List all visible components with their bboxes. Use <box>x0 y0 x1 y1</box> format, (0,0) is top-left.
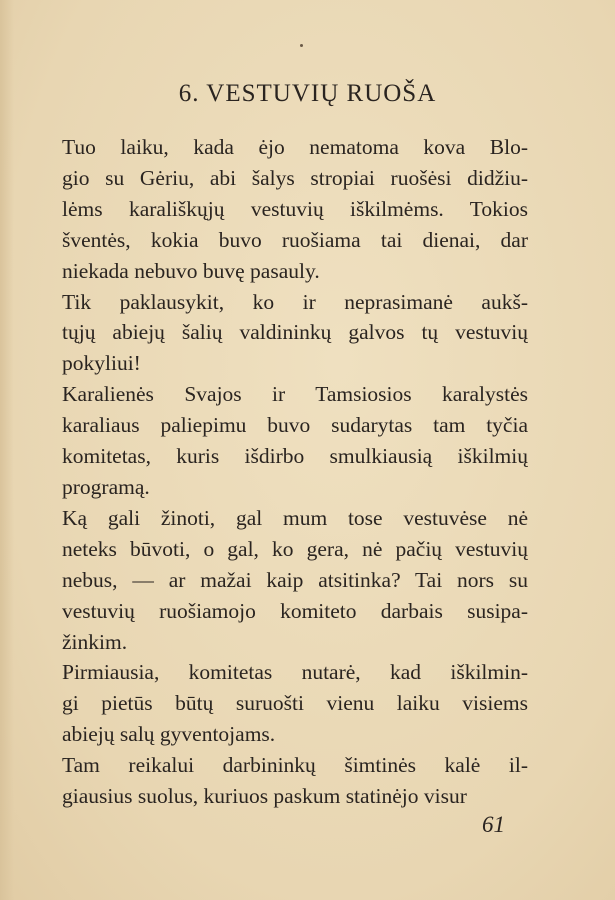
text-line: komitetas, kuris išdirbo smulkiausią iškilmių <box>62 444 528 469</box>
print-speck <box>300 44 303 47</box>
text-line: gi pietūs būtų suruošti vienu laiku visiems <box>62 691 528 716</box>
page-spine-shadow <box>0 0 14 900</box>
text-line: pokyliui! <box>62 351 141 376</box>
text-line: Tam reikalui darbininkų šimtinės kalė il- <box>62 753 528 778</box>
text-line: žinkim. <box>62 629 128 654</box>
paragraph <box>62 657 528 750</box>
text-line: giausius suolus, kuriuos paskum statinėjo visur <box>62 784 467 809</box>
text-line: Tik paklausykit, ko ir neprasimanė aukš- <box>62 289 528 314</box>
text-line: neteks būvoti, o gal, ko gera, nė pačių vestuvių <box>62 536 528 561</box>
text-line: nebus, — ar mažai kaip atsitinka? Tai nors su <box>62 567 528 592</box>
paragraph <box>62 750 528 812</box>
body-text <box>62 132 528 812</box>
text-line: Pirmiausia, komitetas nutarė, kad iškilmin- <box>62 660 528 685</box>
paragraph <box>62 503 528 658</box>
text-line: lėms karališkųjų vestuvių iškilmėms. Tokios <box>62 196 528 221</box>
text-line: Tuo laiku, kada ėjo nematoma kova Blo- <box>62 135 528 159</box>
text-line: abiejų salų gyventojams. <box>62 722 276 747</box>
text-line: karaliaus paliepimu buvo sudarytas tam tyčia <box>62 413 528 438</box>
chapter-number: 6. <box>178 80 200 107</box>
chapter-heading <box>0 80 615 108</box>
text-line: Karalienės Svajos ir Tamsiosios karalystės <box>62 382 528 407</box>
text-line: gio su Gėriu, abi šalys stropiai ruošėsi didžiu- <box>62 165 528 190</box>
paragraph <box>62 287 528 380</box>
paragraph <box>62 379 528 503</box>
text-line: vestuvių ruošiamojo komiteto darbais susipa- <box>62 598 528 623</box>
text-line: niekada nebuvo buvę pasauly. <box>62 258 320 283</box>
text-line: Ką gali žinoti, gal mum tose vestuvėse nė <box>62 505 528 530</box>
text-line: programą. <box>62 474 150 499</box>
page-number: 61 <box>482 812 505 837</box>
text-line: tųjų abiejų šalių valdininkų galvos tų vestuvių <box>62 320 528 345</box>
paragraph <box>62 132 528 287</box>
text-line: šventės, kokia buvo ruošiama tai dienai, dar <box>62 227 528 252</box>
chapter-title: VESTUVIŲ RUOŠA <box>206 80 437 107</box>
